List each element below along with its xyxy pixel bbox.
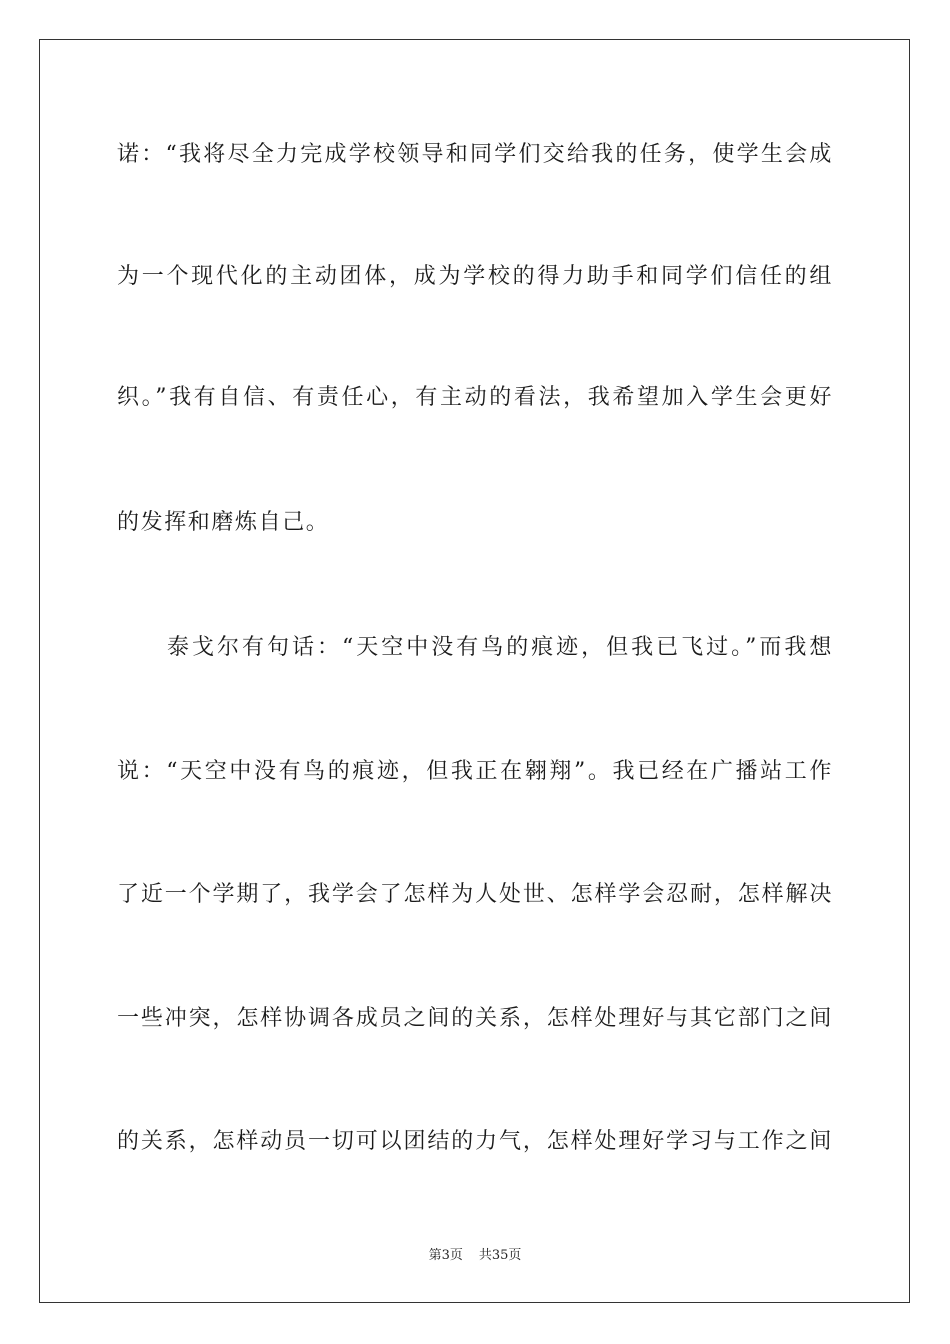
page-footer <box>0 1247 950 1265</box>
text-line: 的关系，怎样动员一切可以团结的力气，怎样处理好学习与工作之间 <box>117 1129 833 1154</box>
total-pages: 共35页 <box>478 1248 522 1263</box>
text-line: 织。”我有自信、有责任心，有主动的看法，我希望加入学生会更好 <box>117 385 833 410</box>
page-frame <box>39 39 910 1303</box>
page-number: 第3页 <box>428 1248 463 1263</box>
text-line: 为一个现代化的主动团体，成为学校的得力助手和同学们信任的组 <box>117 264 833 289</box>
text-line: 泰戈尔有句话：“天空中没有鸟的痕迹，但我已飞过。”而我想 <box>117 635 833 660</box>
text-line: 诺：“我将尽全力完成学校领导和同学们交给我的任务，使学生会成 <box>117 142 833 167</box>
text-line: 的发挥和磨炼自己。 <box>117 510 330 535</box>
text-line: 说：“天空中没有鸟的痕迹，但我正在翱翔”。我已经在广播站工作 <box>117 759 833 784</box>
text-line: 了近一个学期了，我学会了怎样为人处世、怎样学会忍耐，怎样解决 <box>117 882 833 907</box>
text-line: 一些冲突，怎样协调各成员之间的关系，怎样处理好与其它部门之间 <box>117 1006 833 1031</box>
